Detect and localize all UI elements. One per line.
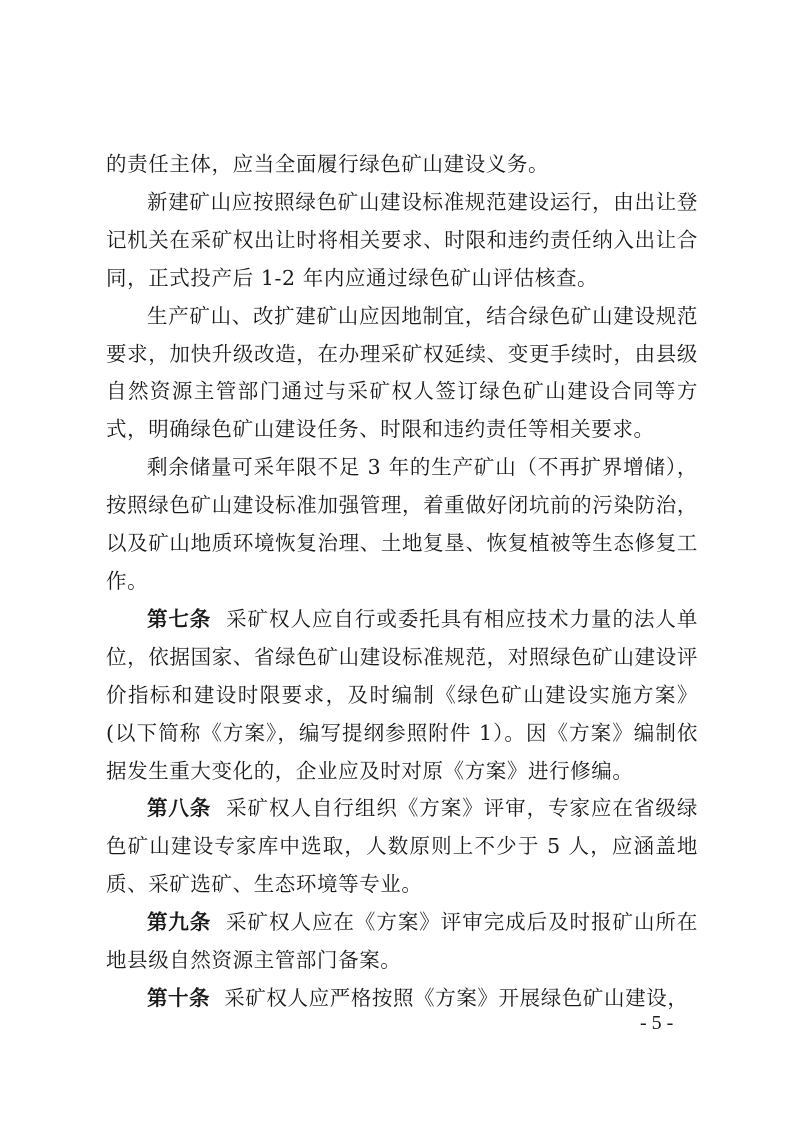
paragraph-text: 的责任主体，应当全面履行绿色矿山建设义务。 xyxy=(106,152,550,176)
article-10 xyxy=(106,980,698,1018)
article-8 xyxy=(106,790,698,904)
article-text: 采矿权人应自行或委托具有相应技术力量的法人单位，依据国家、省绿色矿山建设标准规范，对照绿色矿山建设评价指标和建设时限要求，及时编制《绿色矿山建设实施方案》(以下简称《方案》，编写提纲参照附件 1）。因《方案》编制依据发生重大变化的，企业应及时对原《方案》进行修编。 xyxy=(106,606,699,783)
paragraph-4 xyxy=(106,449,698,601)
article-text: 采矿权人自行组织《方案》评审，专家应在省级绿色矿山建设专家库中选取，人数原则上不少于 5 人，应涵盖地质、采矿选矿、生态环境等专业。 xyxy=(106,796,699,897)
article-9 xyxy=(106,904,698,980)
article-7 xyxy=(106,601,698,791)
paragraph-3 xyxy=(106,298,698,450)
page-number: - 5 - xyxy=(640,1012,674,1034)
article-label: 第七条 xyxy=(147,606,212,631)
article-label: 第十条 xyxy=(147,985,210,1010)
article-label: 第八条 xyxy=(147,796,212,821)
article-text: 采矿权人应在《方案》评审完成后及时报矿山所在地县级自然资源主管部门备案。 xyxy=(106,910,699,973)
article-text: 采矿权人应严格按照《方案》开展绿色矿山建设， xyxy=(224,985,689,1010)
article-label: 第九条 xyxy=(147,910,212,935)
paragraph-text: 新建矿山应按照绿色矿山建设标准规范建设运行，由出让登记机关在采矿权出让时将相关要求、时限和违约责任纳入出让合同，正式投产后 1-2 年内应通过绿色矿山评估核查。 xyxy=(106,189,698,290)
document-body xyxy=(106,146,698,1018)
paragraph-1 xyxy=(106,146,698,184)
paragraph-text: 剩余储量可采年限不足 3 年的生产矿山（不再扩界增储），按照绿色矿山建设标准加强管理，着重做好闭坑前的污染防治，以及矿山地质环境恢复治理、土地复垦、恢复植被等生态修复工作。 xyxy=(106,455,698,593)
paragraph-2 xyxy=(106,184,698,298)
paragraph-text: 生产矿山、改扩建矿山应因地制宜，结合绿色矿山建设规范要求，加快升级改造，在办理采矿权延续、变更手续时，由县级自然资源主管部门通过与采矿权人签订绿色矿山建设合同等方式，明确绿色矿山建设任务、时限和违约责任等相关要求。 xyxy=(106,303,698,442)
